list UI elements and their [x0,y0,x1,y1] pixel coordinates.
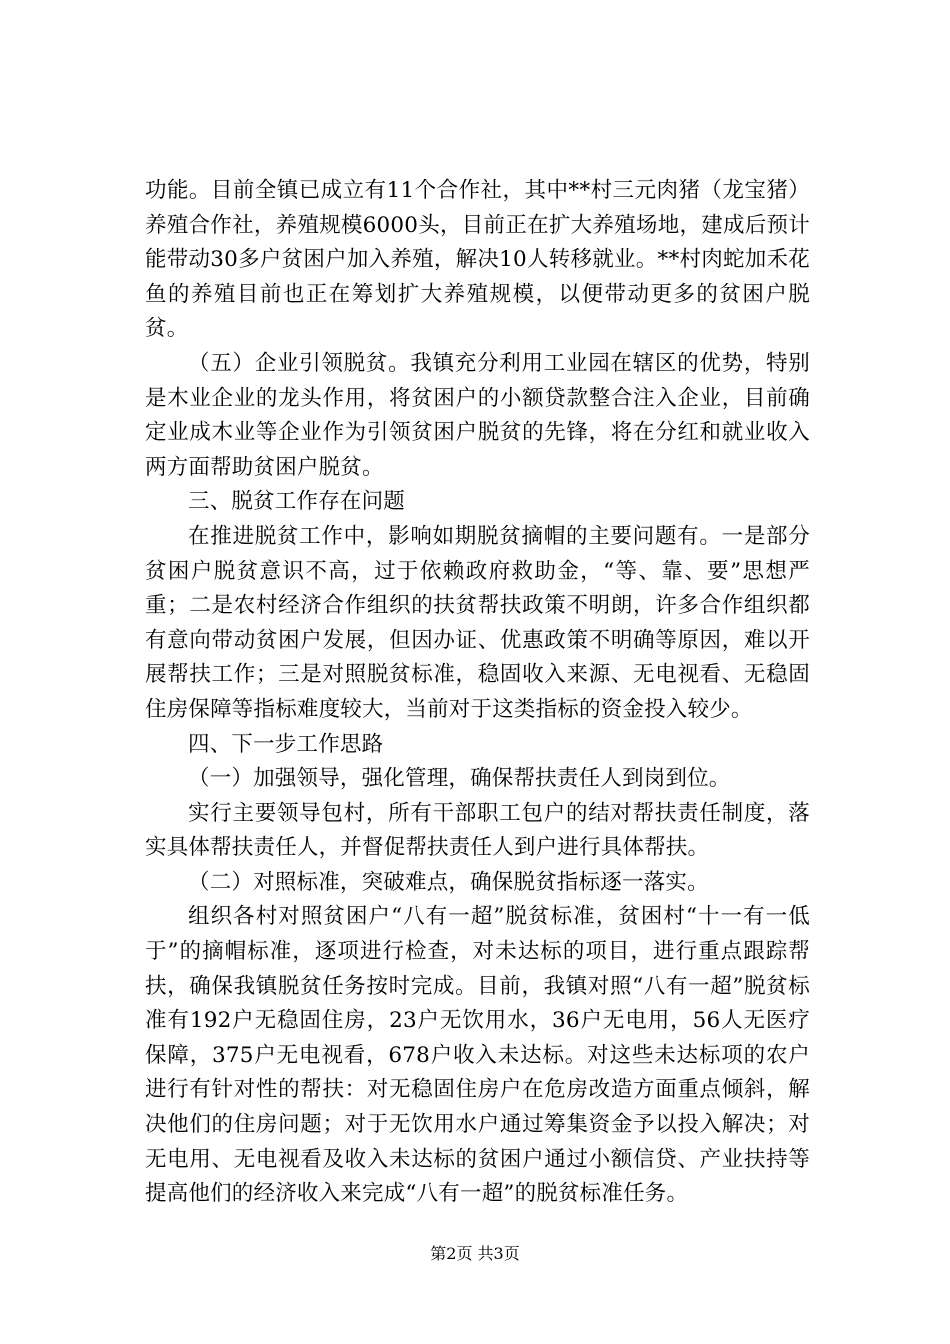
paragraph-main-problems: 在推进脱贫工作中，影响如期脱贫摘帽的主要问题有。一是部分贫困户脱贫意识不高，过于依赖政府救助金，“等、靠、要”思想严重；二是农村经济合作组织的扶贫帮扶政策不明朗，许多合作组织都有意向带动贫困户发展，但因办证、优惠政策不明确等原因，难以开展帮扶工作；三是对照脱贫标准，稳固收入来源、无电视看、无稳固住房保障等指标难度较大，当前对于这类指标的资金投入较少。 [145,523,810,722]
subheading-leadership: （一）加强领导，强化管理，确保帮扶责任人到岗到位。 [188,766,731,792]
paragraph-enterprise-poverty-relief: （五）企业引领脱贫。我镇充分利用工业园在辖区的优势，特别是木业企业的龙头作用，将贫困户的小额贷款整合注入企业，目前确定业成木业等企业作为引领贫困户脱贫的先锋，将在分红和就业收入两方面帮助贫困户脱贫。 [145,350,810,480]
paragraph-standards-details: 组织各村对照贫困户“八有一超”脱贫标准，贫困村“十一有一低于”的摘帽标准，逐项进行检查，对未达标的项目，进行重点跟踪帮扶，确保我镇脱贫任务按时完成。目前，我镇对照“八有一超”脱贫标准有192户无稳固住房，23户无饮用水，36户无电用，56人无医疗保障，375户无电视看，678户收入未达标。对这些未达标项的农户进行有针对性的帮扶：对无稳固住房户在危房改造方面重点倾斜，解决他们的住房问题；对于无饮用水户通过筹集资金予以投入解决；对无电用、无电视看及收入未达标的贫困户通过小额信贷、产业扶持等提高他们的经济收入来完成“八有一超”的脱贫标准任务。 [145,904,810,1207]
page-footer [0,1244,950,1264]
section-heading-next-steps: 四、下一步工作思路 [188,731,384,757]
paragraph-responsibility-system: 实行主要领导包村，所有干部职工包户的结对帮扶责任制度，落实具体帮扶责任人，并督促帮扶责任人到户进行具体帮扶。 [145,800,810,861]
document-body [145,174,810,1212]
section-heading-problems: 三、脱贫工作存在问题 [188,489,406,515]
paragraph-continuation: 功能。目前全镇已成立有11个合作社，其中**村三元肉猪（龙宝猪）养殖合作社，养殖规模6000头，目前正在扩大养殖场地，建成后预计能带动30多户贫困户加入养殖，解决10人转移就业。**村肉蛇加禾花鱼的养殖目前也正在筹划扩大养殖规模，以便带动更多的贫困户脱贫。 [145,178,810,342]
subheading-standards: （二）对照标准，突破难点，确保脱贫指标逐一落实。 [188,869,709,895]
page-number-label: 第2页 共3页 [430,1244,520,1263]
